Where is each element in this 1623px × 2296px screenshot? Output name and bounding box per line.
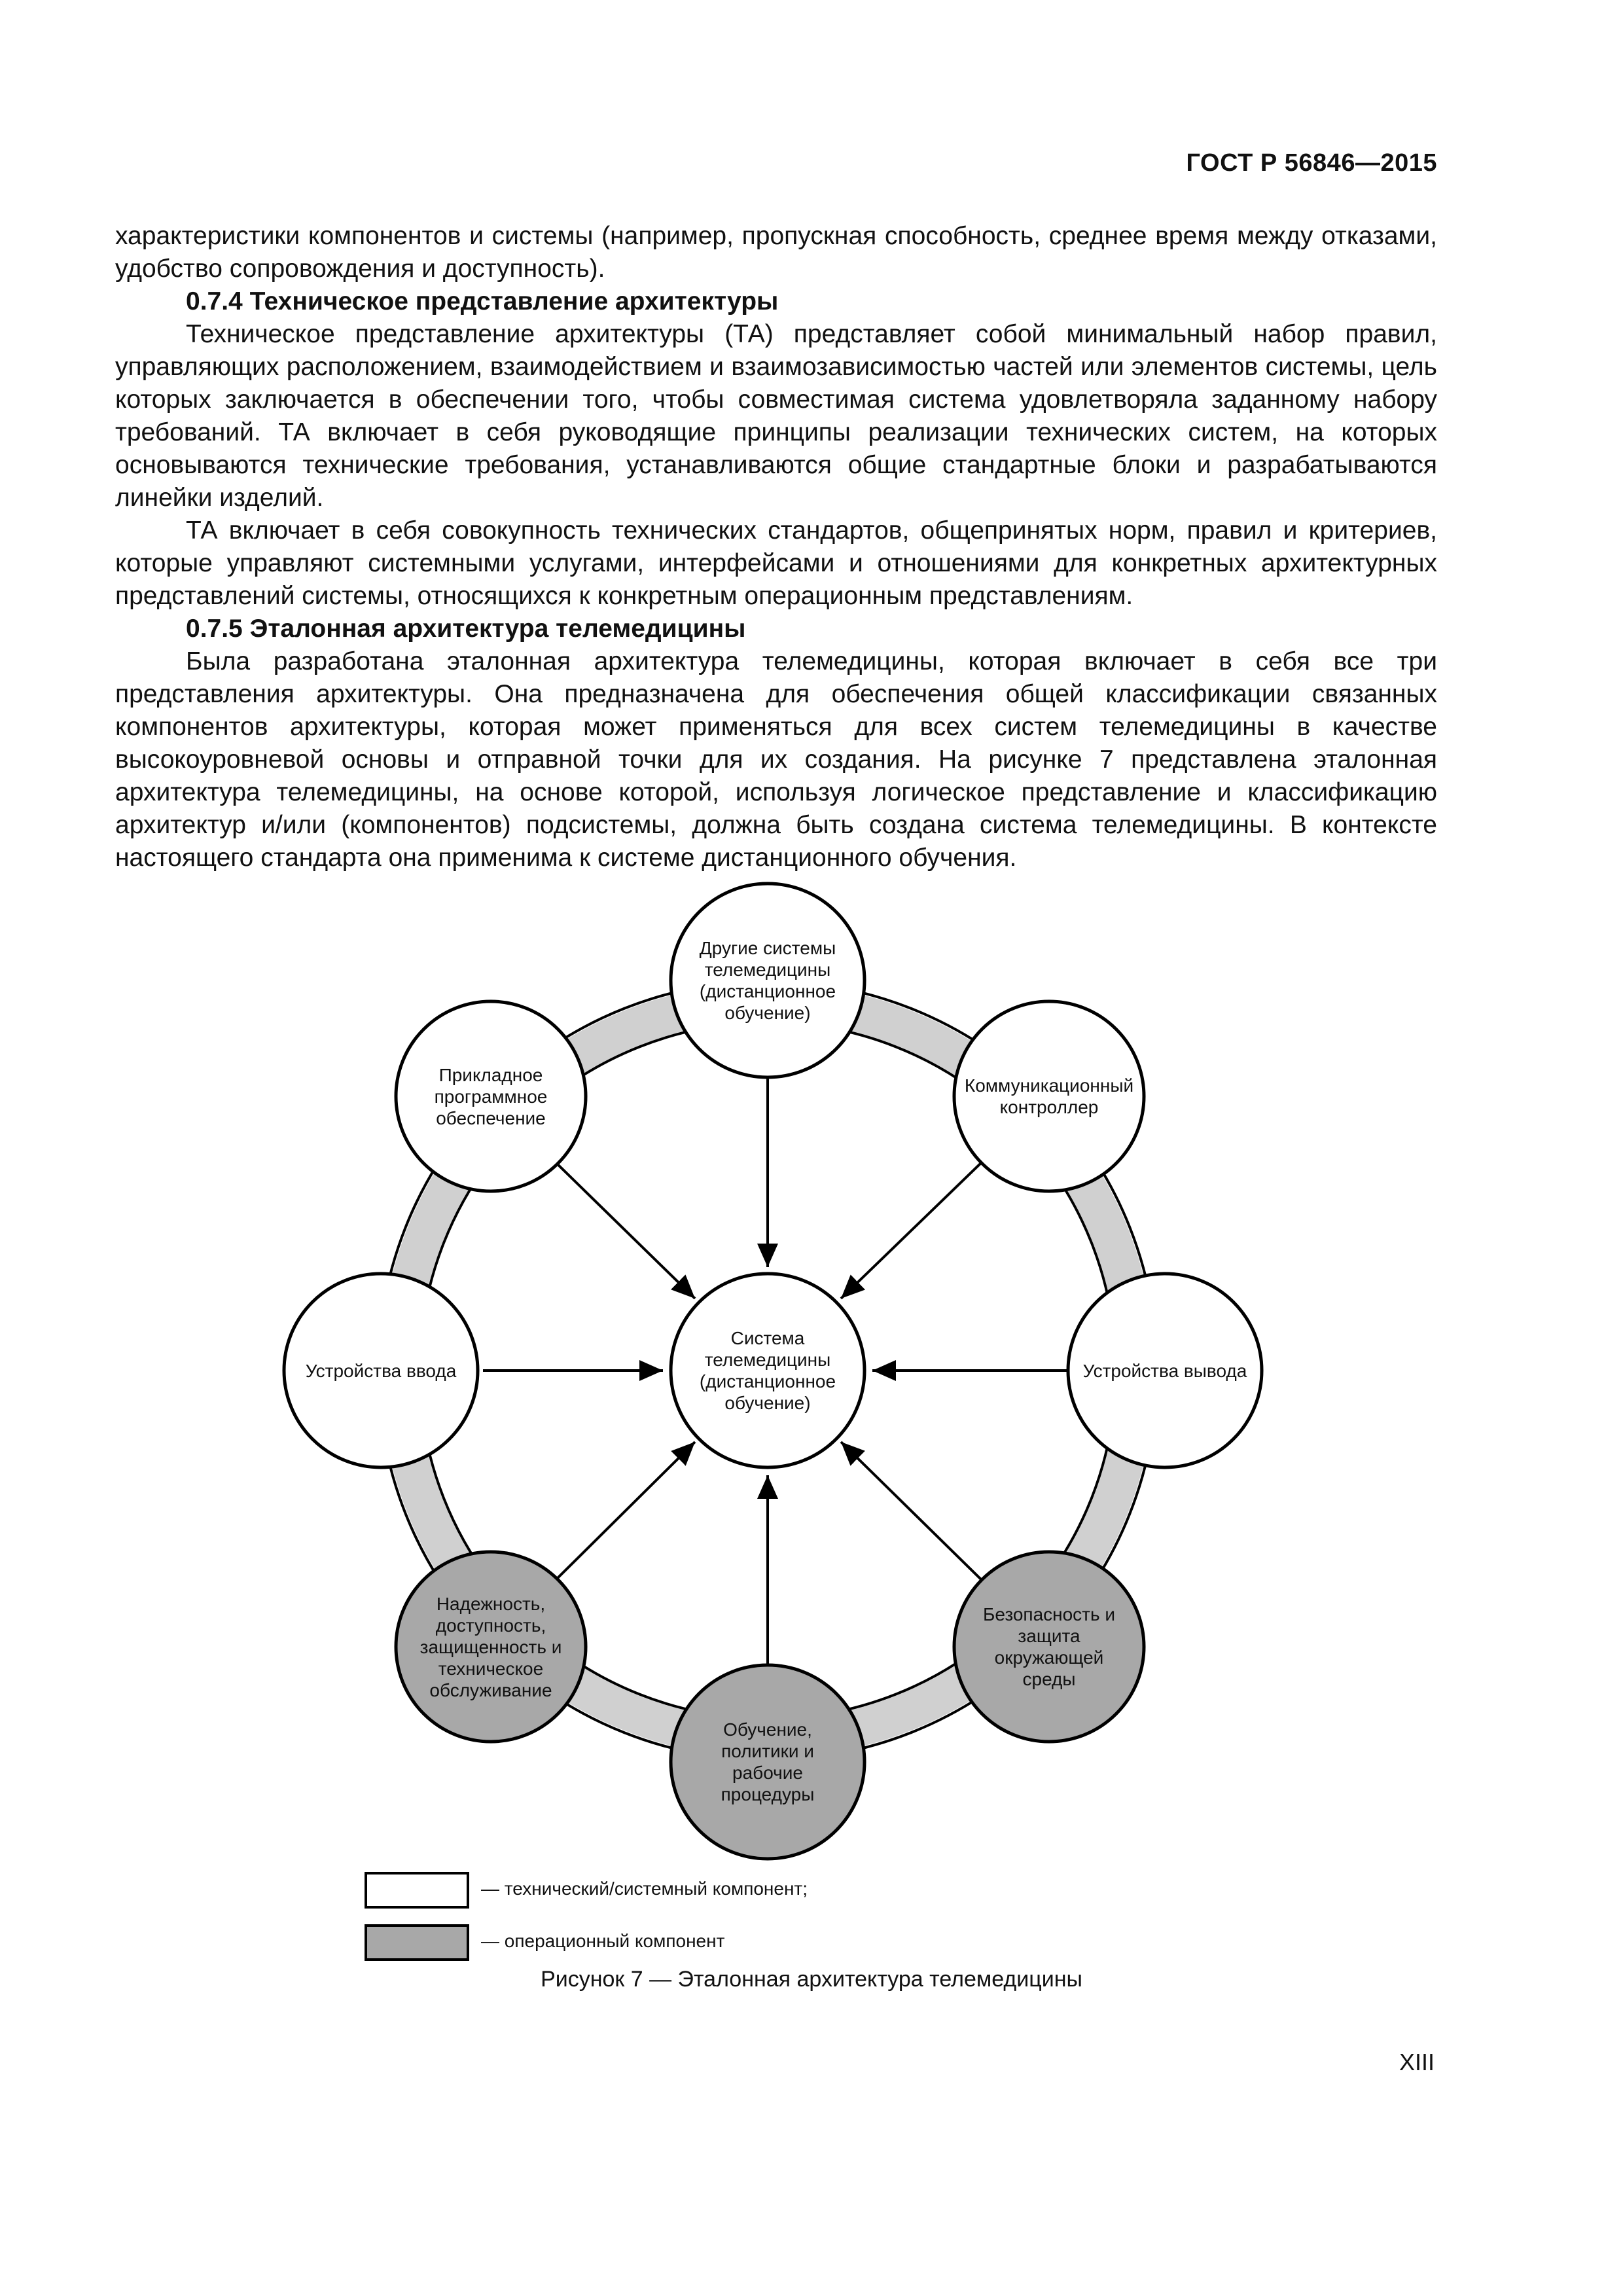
node-top-left-label: Прикладное программное обеспечение [434,1064,548,1128]
node-left-label: Устройства ввода [305,1360,457,1381]
legend-operational-swatch [365,1924,469,1961]
section-heading-0-7-5: 0.7.5 Эталонная архитектура телемедицины [186,615,746,643]
node-top-right-label: Коммуникационный контроллер [964,1075,1134,1117]
node-right-label: Устройства вывода [1082,1360,1247,1381]
legend-technical-label: — технический/системный компонент; [481,1878,808,1899]
paragraph-ta-standards: ТА включает в себя совокупность технических стандартов, общепринятых норм, правил и критериев, которые управляют системными услугами, интерфейсами и отношениями для конкретных архитектурных представлений системы, относящихся к конкретным операционным представлениям. [115,516,1437,610]
node-bottom-left-label: Надежность, доступность, защищенность и техническое обслуживание [419,1593,562,1700]
arrow-top-left [554,1161,695,1299]
document-header: ГОСТ Р 56846—2015 [1186,149,1437,177]
paragraph-reference-architecture: Была разработана эталонная архитектура телемедицины, которая включает в себя все три представления архитектуры. Она предназначена для обеспечения общей классификации связанных компонентов архитектуры, которая может применяться для всех систем телемедицины в качестве высокоуровневой основы и отправной точки для их создания. На рисунке 7 представлена эталонная архитектура телемедицины, на основе которой, используя логическое представление и классификацию архитектур и/или (компонентов) подсистемы, должна быть создана система телемедицины. В контексте настоящего стандарта она применима к системе дистанционного обучения. [115,647,1437,872]
arrow-bottom-left [554,1442,695,1581]
page-number: XIII [1399,2049,1435,2075]
paragraph-ta-definition: Техническое представление архитектуры (ТА) представляет собой минимальный набор правил, управляющих расположением, взаимодействием и взаимозависимостью частей или элементов системы, цель которых заключается в обеспечении того, чтобы совместимая система удовлетворяла заданному набору требований. ТА включает в себя руководящие принципы реализации технических систем, на которых основываются технические требования, устанавливаются общие стандартные блоки и разрабатываются линейки изделий. [115,320,1437,512]
legend-operational-label: — операционный компонент [481,1931,725,1951]
paragraph-intro: характеристики компонентов и системы (например, пропускная способность, среднее время между отказами, удобство сопровождения и доступность). [115,222,1437,283]
node-center-label: Система телемедицины (дистанционное обучение) [699,1328,836,1413]
arrow-bottom-right [841,1442,983,1581]
legend-technical-swatch [365,1872,469,1909]
node-bottom-right-label: Безопасность и защита окружающей среды [982,1604,1116,1689]
figure-caption: Рисунок 7 — Эталонная архитектура телемедицины [541,1967,1082,1992]
node-top-label: Другие системы телемедицины (дистанционное обучение) [699,938,836,1023]
node-bottom-label: Обучение, политики и рабочие процедуры [721,1719,815,1804]
arrow-top-right [841,1161,983,1299]
section-heading-0-7-4: 0.7.4 Техническое представление архитектуры [186,287,779,315]
